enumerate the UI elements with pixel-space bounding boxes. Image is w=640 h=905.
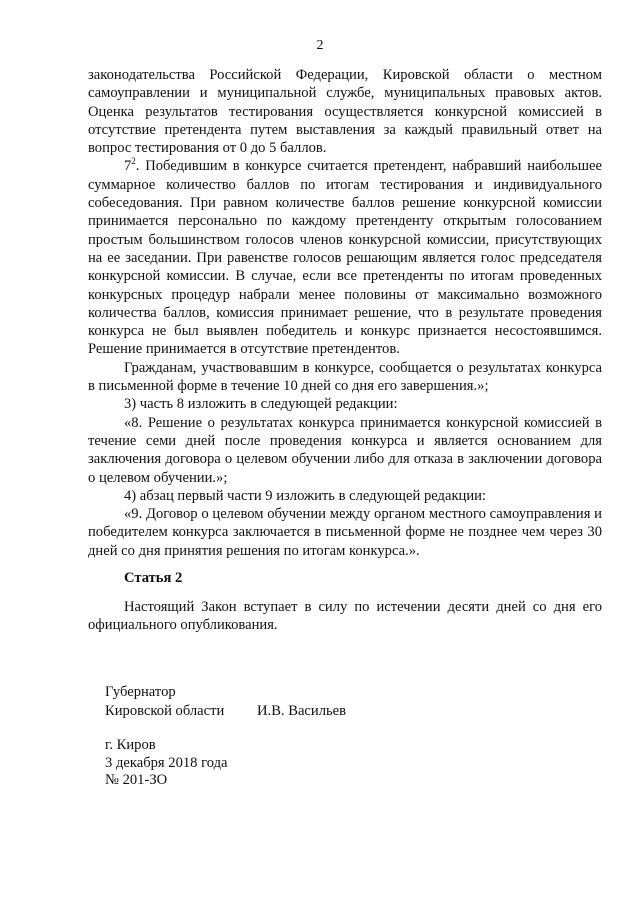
- paragraph-number-superscript: 2: [131, 156, 136, 167]
- paragraph-item-3: 3) часть 8 изложить в следующей редакции:: [124, 396, 398, 413]
- paragraph-7-2: [88, 157, 602, 358]
- page-number: 2: [316, 38, 324, 53]
- law-number: № 201-ЗО: [105, 772, 168, 788]
- date: 3 декабря 2018 года: [105, 754, 228, 771]
- paragraph-notification: Гражданам, участвовавшим в конкурсе, сообщается о результатах конкурса в письменной форме в течение 10 дней со дня его завершения.»;: [88, 359, 602, 395]
- place: г. Киров: [105, 737, 156, 753]
- final-paragraph: Настоящий Закон вступает в силу по истечении десяти дней со дня его официального опубликования.: [88, 599, 602, 634]
- paragraph-part-8: «8. Решение о результатах конкурса принимается конкурсной комиссией в течение семи дней после проведения конкурса и является основанием для заключения договора о целевом обучении либо для отказа в заключении договора о целевом обучении.»;: [88, 414, 602, 486]
- signature-region: Кировской области: [105, 702, 225, 719]
- main-text: [88, 66, 602, 560]
- paragraph-number: 7: [124, 158, 132, 175]
- signature-name: И.В. Васильев: [257, 702, 347, 719]
- paragraph-part-9: «9. Договор о целевом обучении между органом местного самоуправления и победителем конкурса заключается в письменной форме не позднее чем через 30 дней со дня принятия решения по итогам конкурса.».: [88, 506, 602, 559]
- signature-row: [105, 702, 346, 721]
- paragraph-item-4: 4) абзац первый части 9 изложить в следующей редакции:: [124, 487, 487, 504]
- paragraph-continuation: законодательства Российской Федерации, Кировской области о местном самоуправлении и муниципальной службе, муниципальных правовых актов. Оценка результатов тестирования осуществляется конкурсной комиссией в отсутствие претендента путем выставления за каждый правильный ответ на вопрос тестирования от 0 до 5 баллов.: [88, 67, 602, 157]
- signature-title: Губернатор: [105, 684, 176, 700]
- article-heading: Статья 2: [124, 570, 183, 586]
- signature-block: [105, 683, 346, 720]
- paragraph-text: . Победившим в конкурсе считается претендент, набравший наибольшее суммарное количество баллов по итогам тестирования и индивидуального собеседования. При равном количестве баллов решение конкурсной комиссии принимается персонально по каждому претенденту открытым голосованием простым большинством голосов членов конкурсной комиссии, присутствующих на ее заседании. При равенстве голосов решающим является голос председателя конкурсной комиссии. В случае, если все претенденты по итогам проведенных конкурсных процедур набрали менее половины от максимально возможного количества баллов, комиссия принимает решение, что в результате проведения конкурса не был выявлен победитель и конкурс признается несостоявшимся. Решение принимается в отсутствие претендентов.: [88, 158, 602, 358]
- place-date-block: [105, 737, 228, 790]
